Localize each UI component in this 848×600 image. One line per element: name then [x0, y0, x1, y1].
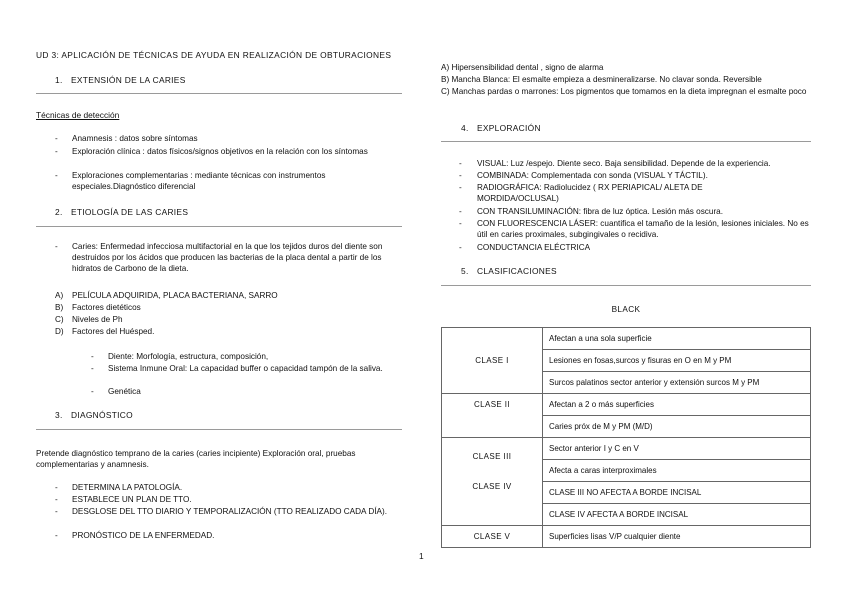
- section-number: 4.: [461, 123, 469, 133]
- table-cell: CLASE IV AFECTA A BORDE INCISAL: [543, 504, 811, 526]
- extension-item: A) Hipersensibilidad dental , signo de alarma: [441, 63, 604, 72]
- list-item: - CON FLUORESCENCIA LÁSER: cuantifica el tamaño de la lesión, lesiones iniciales. No es útil en caries proximales, subgingivales o recidiva.: [459, 219, 809, 239]
- table-cell: Superficies lisas V/P cualquier diente: [543, 526, 811, 548]
- section-heading-2: [55, 207, 188, 218]
- list-item: - CON TRANSILUMINACIÓN: fibra de luz óptica. Lesión más oscura.: [459, 207, 724, 216]
- black-title: BLACK: [611, 305, 641, 314]
- table-cell: CLASE III NO AFECTA A BORDE INCISAL: [543, 482, 811, 504]
- divider: [36, 429, 402, 430]
- table-cell: Afectan a 2 o más superficies: [543, 394, 811, 416]
- factor-item: C) Niveles de Ph: [55, 315, 123, 324]
- factor-item: D) Factores del Huésped.: [55, 327, 155, 336]
- list-item: - CONDUCTANCIA ELÉCTRICA: [459, 243, 591, 252]
- section-label: EXPLORACIÓN: [477, 123, 541, 133]
- list-item: - Caries: Enfermedad infecciosa multifactorial en la que los tejidos duros del diente son destruidos por los ácidos que producen las bacterias de la placa dental a partir de los hidratos de Carbono de la dieta.: [55, 242, 383, 273]
- section-number: 5.: [461, 266, 469, 276]
- table-row: [442, 526, 811, 548]
- section-heading-4: [461, 123, 541, 134]
- list-item: - Sistema Inmune Oral: La capacidad buffer o capacidad tampón de la saliva.: [91, 364, 383, 373]
- divider: [441, 141, 811, 142]
- document-title: UD 3: APLICACIÓN DE TÉCNICAS DE AYUDA EN REALIZACIÓN DE OBTURACIONES: [36, 50, 392, 60]
- section-label: CLASIFICACIONES: [477, 266, 557, 276]
- section-heading-1: [55, 75, 186, 86]
- diagnosis-intro: Pretende diagnóstico temprano de la caries (caries incipiente) Exploración oral, pruebas complementarias y anamnesis.: [36, 449, 356, 469]
- class-cell: CLASE II: [442, 394, 543, 438]
- table-cell: Afectan a una sola superficie: [543, 328, 811, 350]
- table-cell: Surcos palatinos sector anterior y extensión surcos M y PM: [543, 372, 811, 394]
- list-item: - VISUAL: Luz /espejo. Diente seco. Baja sensibilidad. Depende de la experiencia.: [459, 159, 771, 168]
- table-cell: Sector anterior I y C en V: [543, 438, 811, 460]
- class-cell: [442, 438, 543, 526]
- divider: [36, 93, 402, 94]
- extension-item: B) Mancha Blanca: El esmalte empieza a desmineralizarse. No clavar sonda. Reversible: [441, 75, 762, 84]
- factor-item: A) PELÍCULA ADQUIRIDA, PLACA BACTERIANA, SARRO: [55, 291, 278, 300]
- section-heading-5: [461, 266, 557, 277]
- table-cell: Afecta a caras interproximales: [543, 460, 811, 482]
- factor-item: B) Factores dietéticos: [55, 303, 141, 312]
- list-item: - ESTABLECE UN PLAN DE TTO.: [55, 495, 192, 504]
- list-item: - Exploración clínica : datos físicos/signos objetivos en la relación con los síntomas: [55, 147, 368, 156]
- list-item: - Genética: [91, 387, 141, 396]
- section-label: ETIOLOGÍA DE LAS CARIES: [71, 207, 189, 217]
- table-row: [442, 328, 811, 350]
- list-item: - Exploraciones complementarias : mediante técnicas con instrumentos especiales.Diagnóstico diferencial: [55, 171, 326, 191]
- section-label: DIAGNÓSTICO: [71, 410, 133, 420]
- list-item: - COMBINADA: Complementada con sonda (VISUAL Y TÁCTIL).: [459, 171, 708, 180]
- list-item: - Diente: Morfología, estructura, composición,: [91, 352, 269, 361]
- class-label: CLASE IV: [472, 482, 512, 491]
- class-cell: CLASE V: [442, 526, 543, 548]
- extension-item: C) Manchas pardas o marrones: Los pigmentos que tomamos en la dieta impregnan el esmalte poco: [441, 87, 807, 96]
- class-cell: CLASE I: [442, 328, 543, 394]
- table-cell: Lesiones en fosas,surcos y fisuras en O en M y PM: [543, 350, 811, 372]
- list-item: - RADIOGRÁFICA: Radiolucidez ( RX PERIAPICAL/ ALETA DE MORDIDA/OCLUSAL): [459, 183, 703, 203]
- section-number: 1.: [55, 75, 63, 85]
- divider: [36, 226, 402, 227]
- class-label: CLASE III: [472, 452, 512, 461]
- divider: [441, 285, 811, 286]
- table-row: [442, 394, 811, 416]
- list-item: - DESGLOSE DEL TTO DIARIO Y TEMPORALIZACIÓN (TTO REALIZADO CADA DÍA).: [55, 507, 387, 516]
- section-number: 3.: [55, 410, 63, 420]
- section-label: EXTENSIÓN DE LA CARIES: [71, 75, 186, 85]
- table-row: [442, 438, 811, 460]
- section-number: 2.: [55, 207, 63, 217]
- detection-heading: Técnicas de detección: [36, 110, 120, 120]
- section-heading-3: [55, 410, 133, 421]
- black-classification-table: [441, 327, 811, 548]
- table-cell: Caries próx de M y PM (M/D): [543, 416, 811, 438]
- page-number: 1: [419, 551, 424, 561]
- list-item: - PRONÓSTICO DE LA ENFERMEDAD.: [55, 531, 215, 540]
- list-item: - Anamnesis : datos sobre síntomas: [55, 134, 198, 143]
- list-item: - DETERMINA LA PATOLOGÍA.: [55, 483, 183, 492]
